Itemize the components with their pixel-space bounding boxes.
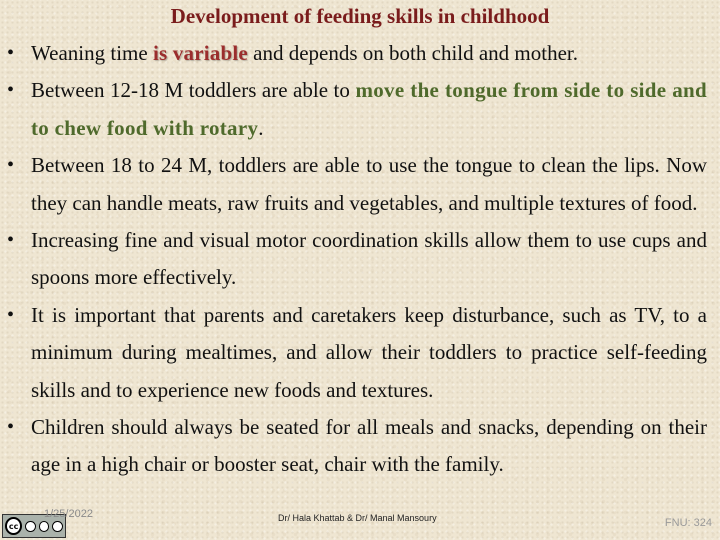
by-icon	[25, 521, 36, 532]
bullet-text: Children should always be seated for all meals and snacks, depending on their age in a high chair or booster seat, chair with the family.	[31, 415, 707, 477]
bullet-text: It is important that parents and caretakers keep disturbance, such as TV, to a minimum during mealtimes, and allow their toddlers to practice self-feeding skills and to experience new foods and textures.	[31, 302, 707, 402]
bullet-item	[0, 147, 720, 222]
highlighted-text: is variable	[152, 41, 248, 65]
bullet-text: Weaning time	[31, 41, 153, 65]
bullet-list	[0, 35, 720, 484]
bullet-item	[0, 72, 720, 147]
bullet-item	[0, 222, 720, 297]
bullet-icon: •	[7, 154, 15, 177]
bullet-text: Between 18 to 24 M, toddlers are able to use the tongue to clean the lips. Now they can handle meats, raw fruits and vegetables, and multiple textures of food.	[31, 153, 707, 215]
bullet-icon: •	[7, 229, 15, 252]
footer-date: 1/25/2022	[44, 508, 93, 520]
bullet-text: and depends on both child and mother.	[247, 41, 579, 65]
bullet-text: Increasing fine and visual motor coordination skills allow them to use cups and spoons more effectively.	[31, 228, 707, 290]
bullet-item	[0, 35, 720, 72]
bullet-text: .	[258, 115, 264, 140]
bullet-item	[0, 297, 720, 409]
cc-badge-mark: cc	[5, 517, 22, 535]
nd-icon	[52, 521, 63, 532]
footer-page-number: FNU: 324	[664, 517, 712, 529]
bullet-item	[0, 409, 720, 484]
bullet-icon: •	[7, 42, 15, 64]
highlighted-text: move the tongue from side to side and to chew food with rotary	[31, 78, 707, 140]
bullet-icon: •	[7, 79, 15, 102]
bullet-icon: •	[7, 416, 15, 439]
slide-title: Development of feeding skills in childhood	[170, 4, 550, 28]
bullet-text: Between 12-18 M toddlers are able to	[31, 78, 356, 103]
nc-icon	[39, 521, 50, 532]
bullet-icon: •	[7, 303, 15, 326]
footer-author: Dr/ Hala Khattab & Dr/ Manal Mansoury	[278, 513, 437, 523]
